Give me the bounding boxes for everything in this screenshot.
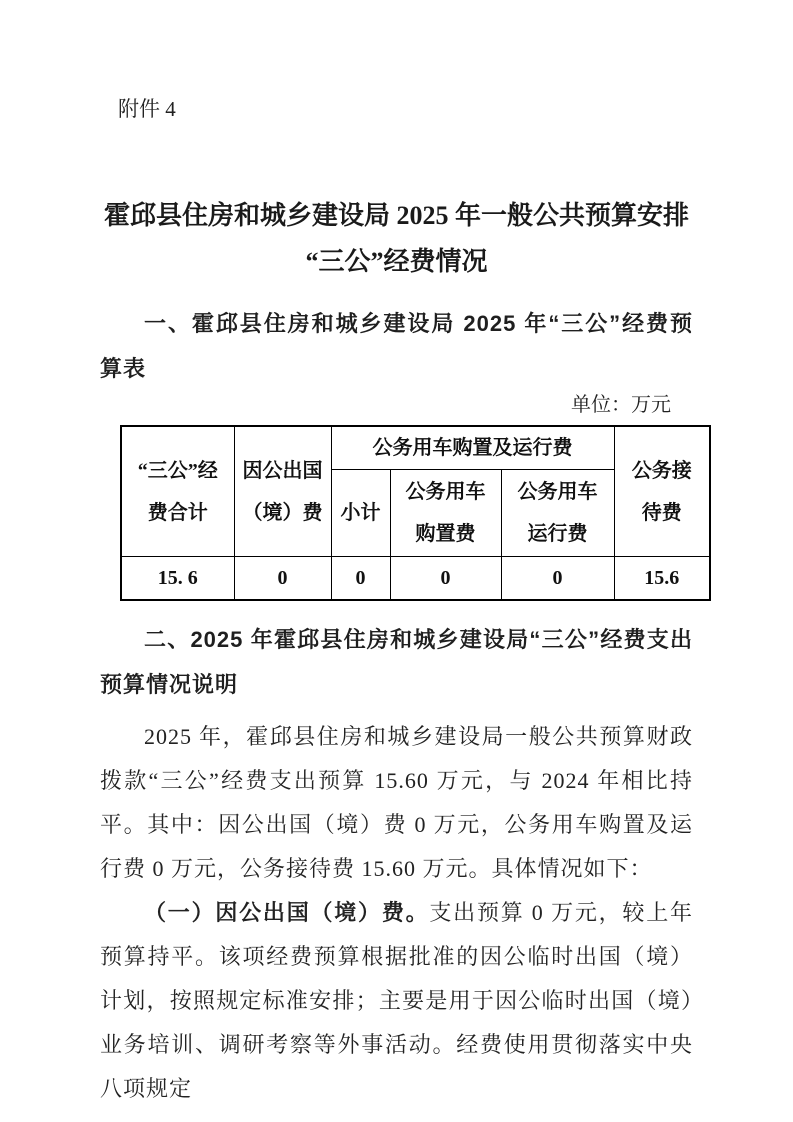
- attachment-label: 附件 4: [118, 97, 176, 121]
- value-total-cell: 15. 6: [121, 557, 234, 601]
- paragraph-item1: [100, 891, 693, 1111]
- value-purchase-cell: 0: [390, 557, 501, 601]
- document-title-line2: “三公”经费情况: [305, 247, 488, 276]
- header-operation-label: 公务用车运行费: [517, 481, 598, 545]
- header-total-label: “三公”经费合计: [137, 459, 218, 524]
- document-title-line1: 霍邱县住房和城乡建设局 2025 年一般公共预算安排: [103, 201, 689, 230]
- header-purchase-label: 公务用车购置费: [405, 481, 486, 545]
- header-vehicle-group-label: 公务用车购置及运行费: [372, 437, 573, 459]
- header-reception-label: 公务接待费: [631, 459, 692, 524]
- unit-label: 单位：万元: [571, 394, 671, 416]
- document-title: [100, 193, 693, 285]
- header-subtotal-cell: [331, 470, 390, 557]
- value-abroad-cell: 0: [234, 557, 331, 601]
- section1-heading: 一、霍邱县住房和城乡建设局 2025 年“三公”经费预算表: [100, 311, 693, 381]
- paragraph-item1-body: 支出预算 0 万元，较上年预算持平。该项经费预算根据批准的因公临时出国（境）计划，按照规定标准安排；主要是用于因公临时出国（境）业务培训、调研考察等外事活动。经费使用贯彻落实中央八项规定: [100, 900, 693, 1101]
- paragraph-item1-lead: （一）因公出国（境）费。: [144, 900, 430, 925]
- budget-table: [120, 425, 711, 601]
- value-subtotal-cell: 0: [331, 557, 390, 601]
- header-purchase-cell: [390, 470, 501, 557]
- section2-heading: 二、2025 年霍邱县住房和城乡建设局“三公”经费支出预算情况说明: [100, 627, 693, 697]
- header-reception-cell: [614, 426, 710, 557]
- header-operation-cell: [501, 470, 614, 557]
- header-vehicle-group-cell: [331, 426, 614, 470]
- value-reception-cell: 15.6: [614, 557, 710, 601]
- header-abroad-cell: [234, 426, 331, 557]
- header-subtotal-label: 小计: [340, 502, 381, 524]
- table-data-row: [121, 557, 710, 601]
- table-header-row-1: [121, 426, 710, 470]
- header-total-cell: [121, 426, 234, 557]
- paragraph-summary: 2025 年，霍邱县住房和城乡建设局一般公共预算财政拨款“三公”经费支出预算 15.60 万元，与 2024 年相比持平。其中：因公出国（境）费 0 万元，公务用车购置及运行费 0 万元，公务接待费 15.60 万元。具体情况如下：: [100, 724, 693, 881]
- value-operation-cell: 0: [501, 557, 614, 601]
- header-abroad-label: 因公出国（境）费: [242, 459, 323, 524]
